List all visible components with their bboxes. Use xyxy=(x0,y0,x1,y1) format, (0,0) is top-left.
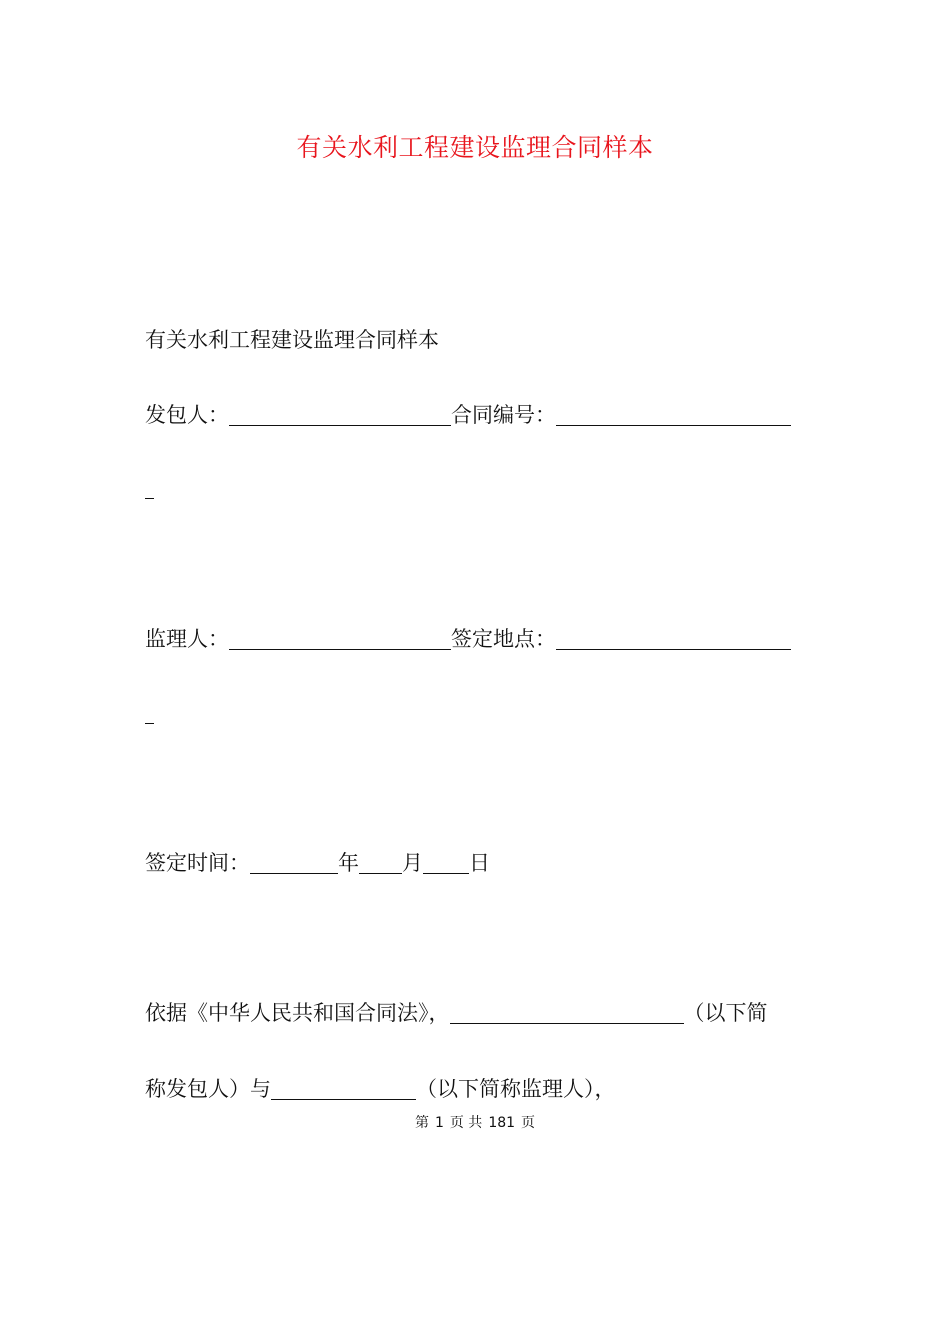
year-label: 年 xyxy=(338,851,359,875)
sign-place-label: 签定地点： xyxy=(451,627,556,651)
supervisor-line-continuation xyxy=(145,722,154,724)
page-footer xyxy=(0,1113,950,1133)
subtitle: 有关水利工程建设监理合同样本 xyxy=(145,328,439,352)
footer-prefix: 第 xyxy=(414,1115,429,1131)
sign-time-line xyxy=(145,848,490,878)
footer-middle: 页 共 xyxy=(449,1115,483,1131)
total-pages: 181 xyxy=(488,1115,516,1131)
contract-number-blank[interactable] xyxy=(556,401,791,426)
day-blank[interactable] xyxy=(423,849,469,874)
abbrev-supervisor-text: （以下简称监理人）， xyxy=(416,1077,616,1101)
employer-blank[interactable] xyxy=(229,401,451,426)
supervisor-label: 监理人： xyxy=(145,627,229,651)
abbrev-employer-text: （以下简 xyxy=(683,1001,768,1025)
employer-label: 发包人： xyxy=(145,403,229,427)
basis-line xyxy=(145,998,768,1028)
current-page: 1 xyxy=(434,1115,444,1131)
employer-line-continuation xyxy=(145,497,154,499)
supervisor-name-blank[interactable] xyxy=(271,1075,416,1100)
contract-number-label: 合同编号： xyxy=(451,403,556,427)
month-blank[interactable] xyxy=(359,849,402,874)
sign-time-label: 签定时间： xyxy=(145,851,250,875)
basis-text: 依据《中华人民共和国合同法》， xyxy=(145,1001,450,1025)
employer-name-blank[interactable] xyxy=(450,999,684,1024)
employer-line xyxy=(145,400,791,430)
month-label: 月 xyxy=(402,851,423,875)
supervisor-blank[interactable] xyxy=(229,625,451,650)
abbrev-employer-continued: 称发包人）与 xyxy=(145,1077,271,1101)
footer-suffix: 页 xyxy=(521,1115,536,1131)
sign-place-blank[interactable] xyxy=(556,625,791,650)
year-blank[interactable] xyxy=(250,849,338,874)
day-label: 日 xyxy=(469,851,490,875)
document-title: 有关水利工程建设监理合同样本 xyxy=(296,133,654,162)
abbreviation-line xyxy=(145,1074,616,1104)
supervisor-line xyxy=(145,624,791,654)
